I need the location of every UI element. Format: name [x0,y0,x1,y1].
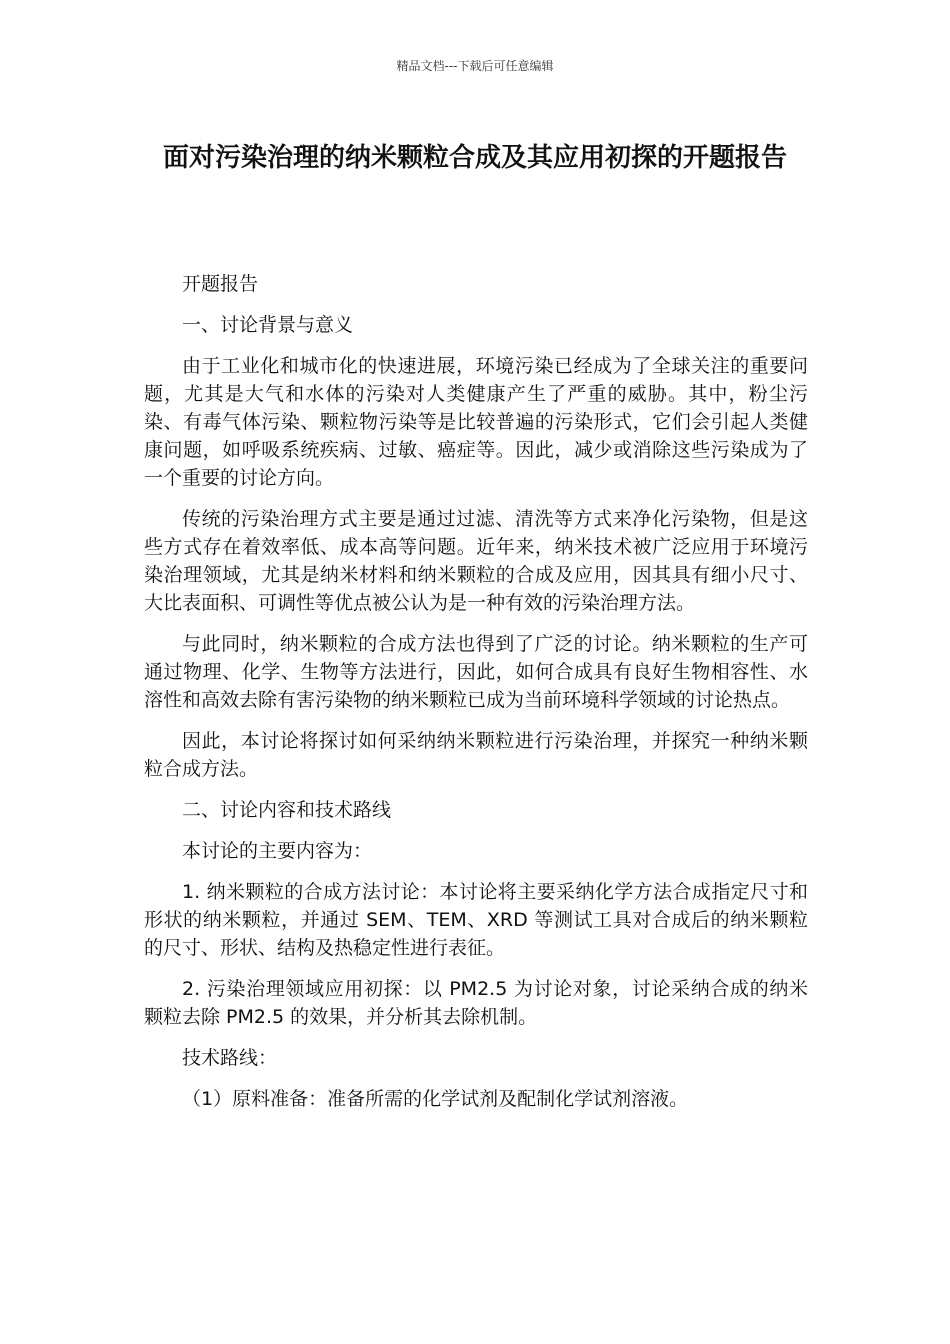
paragraph-background-1: 由于工业化和城市化的快速进展，环境污染已经成为了全球关注的重要问题，尤其是大气和水体的污染对人类健康产生了严重的威胁。其中，粉尘污染、有毒气体污染、颗粒物污染等是比较普遍的污染形式，它们会引起人类健康问题，如呼吸系统疾病、过敏、癌症等。因此，减少或消除这些污染成为了一个重要的讨论方向。 [144,355,808,489]
section-heading-content: 二、讨论内容和技术路线 [182,799,392,821]
list-item-content-2: 2. 污染治理领域应用初探：以 PM2.5 为讨论对象，讨论采纳合成的纳米颗粒去除 PM2.5 的效果，并分析其去除机制。 [144,978,808,1028]
technical-route-step-1: （1）原料准备：准备所需的化学试剂及配制化学试剂溶液。 [182,1088,689,1110]
section-heading-background: 一、讨论背景与意义 [182,314,354,336]
paragraph-background-4: 因此，本讨论将探讨如何采纳纳米颗粒进行污染治理，并探究一种纳米颗粒合成方法。 [144,730,808,780]
section-label-report: 开题报告 [182,273,259,295]
paragraph-background-3: 与此同时，纳米颗粒的合成方法也得到了广泛的讨论。纳米颗粒的生产可通过物理、化学、生物等方法进行，因此，如何合成具有良好生物相容性、水溶性和高效去除有害污染物的纳米颗粒已成为当前环境科学领域的讨论热点。 [144,633,808,711]
paragraph-content-intro: 本讨论的主要内容为： [182,840,373,862]
document-body [144,270,808,1126]
document-title: 面对污染治理的纳米颗粒合成及其应用初探的开题报告 [162,143,787,173]
paragraph-background-2: 传统的污染治理方式主要是通过过滤、清洗等方式来净化污染物，但是这些方式存在着效率低、成本高等问题。近年来，纳米技术被广泛应用于环境污染治理领域，尤其是纳米材料和纳米颗粒的合成及应用，因其具有细小尺寸、大比表面积、可调性等优点被公认为是一种有效的污染治理方法。 [144,508,808,614]
technical-route-label: 技术路线： [182,1047,278,1069]
header-note: 精品文档---下载后可任意编辑 [396,59,554,73]
list-item-content-1: 1. 纳米颗粒的合成方法讨论：本讨论将主要采纳化学方法合成指定尺寸和形状的纳米颗粒，并通过 SEM、TEM、XRD 等测试工具对合成后的纳米颗粒的尺寸、形状、结构及热稳定性进行表征。 [144,881,808,959]
